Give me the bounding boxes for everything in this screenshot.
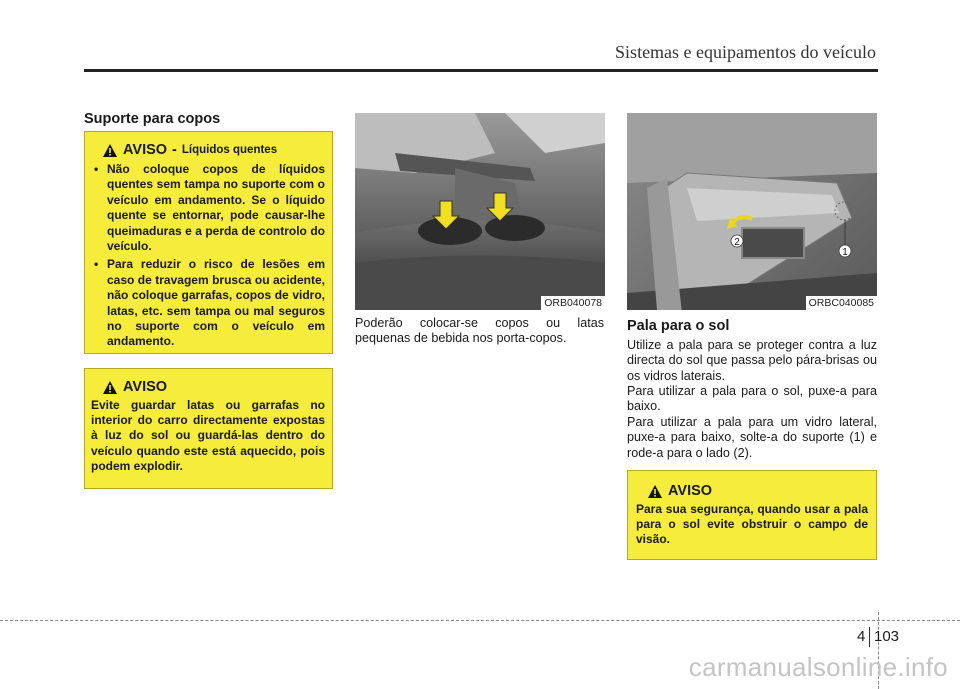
photo-code: ORB040078 xyxy=(541,296,605,310)
warning-hot-liquids xyxy=(84,131,333,354)
warning-subtitle: Líquidos quentes xyxy=(181,144,278,156)
sunvisor-paragraph: Utilize a pala para se proteger contra a luz directa do sol que passa pelo pára-brisas ou os vidros laterais. xyxy=(627,338,877,383)
callout-2: 2 xyxy=(734,237,740,248)
page-header-title: Sistemas e equipamentos do veículo xyxy=(615,42,876,62)
page-number: 103 xyxy=(874,628,900,645)
warning-item: • Para reduzir o risco de lesões em caso de travagem brusca ou acidente, não coloque garrafas, copos de vidro, latas, etc. sem tampa ou mal seguros no suporte com o veículo em andamento. xyxy=(91,257,325,349)
warning-triangle-icon xyxy=(648,485,662,498)
footer-rule xyxy=(0,620,960,621)
title-dash: - xyxy=(172,142,177,158)
warning-cans xyxy=(84,368,333,489)
warning-text: Para sua segurança, quando usar a pala para o sol evite obstruir o campo de visão. xyxy=(636,502,868,547)
cup-holder-photo xyxy=(355,113,605,310)
warning-title: AVISO xyxy=(123,142,168,158)
chapter-number: 4 xyxy=(857,628,866,645)
warning-title: AVISO xyxy=(123,379,168,395)
photo-code: ORBC040085 xyxy=(806,296,877,310)
watermark: carmanualsonline.info xyxy=(688,652,948,682)
warning-list xyxy=(91,162,325,350)
callout-1: 1 xyxy=(842,247,848,258)
cup-holder-body: Poderão colocar-se copos ou latas pequenas de bebida nos porta-copos. xyxy=(355,316,604,346)
sunvisor-paragraph: Para utilizar a pala para um vidro lateral, puxe-a para baixo, solte-a do suporte (1) e rode-a para o lado (2). xyxy=(627,415,877,460)
warning-title: AVISO xyxy=(668,483,713,499)
warning-item: • Não coloque copos de líquidos quentes sem tampa no suporte com o veículo em andamento. Se o líquido quente se entornar, pode causar-lhe queimaduras e a perda de controlo do veículo. xyxy=(91,162,325,254)
sunvisor-illustration xyxy=(627,113,877,310)
page-number-separator xyxy=(869,627,870,647)
cup-holder-illustration xyxy=(355,113,605,310)
warning-triangle-icon xyxy=(103,144,117,157)
header-rule xyxy=(84,69,878,72)
warning-triangle-icon xyxy=(103,381,117,394)
sunvisor-photo xyxy=(627,113,877,310)
cup-holder-heading: Suporte para copos xyxy=(84,111,221,127)
warning-text: Evite guardar latas ou garrafas no interior do carro directamente expostas à luz do sol ou guardá-las dentro do veículo quando este está aquecido, pois podem explodir. xyxy=(91,398,325,473)
sunvisor-paragraph: Para utilizar a pala para o sol, puxe-a para baixo. xyxy=(627,384,877,414)
warning-sunvisor xyxy=(627,470,877,560)
sunvisor-heading: Pala para o sol xyxy=(627,318,730,334)
